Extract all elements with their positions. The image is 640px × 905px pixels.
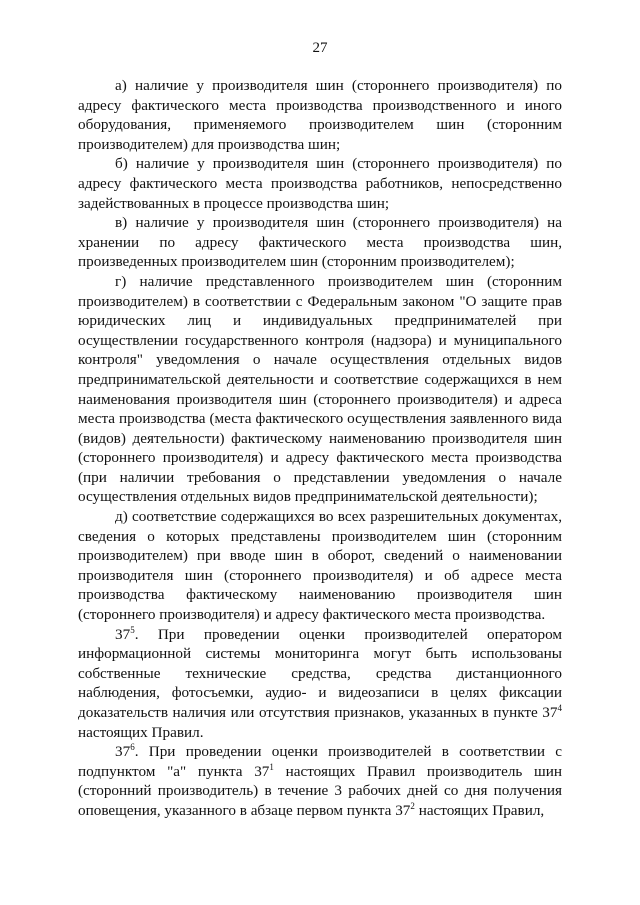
subitem-b: б) наличие у производителя шин (стороннего производителя) по адресу фактического места производства работников, непосредственно задействованных в процессе производства шин; (78, 155, 562, 212)
clause-text: настоящих Правил производитель шин (сторонний производитель) в течение 3 рабочих дней со дня получения оповещения, указанного в абзаце первом пункта 37 (78, 762, 562, 819)
clause-number: 37 (115, 625, 131, 643)
clause-superscript: 5 (130, 624, 135, 635)
clause-superscript: 6 (130, 742, 135, 753)
reference-superscript: 1 (269, 761, 274, 772)
subitem-v: в) наличие у производителя шин (стороннего производителя) на хранении по адресу фактического места производства шин, произведенных производителем шин (сторонним производителем); (78, 214, 562, 271)
page-number: 27 (312, 40, 328, 56)
subitem-a: а) наличие у производителя шин (стороннего производителя) по адресу фактического места производства производственного и иного оборудования, применяемого производителем шин (сторонним производителем) для производства шин; (78, 77, 562, 153)
reference-superscript: 4 (557, 703, 562, 713)
clause-37-6 (78, 742, 562, 820)
reference-superscript: 2 (410, 800, 415, 811)
subitem-g: г) наличие представленного производителем шин (сторонним производителем) в соответствии с Федеральным законом "О защите прав юридических лиц и индивидуальных предпринимателей при осуществлении государственного контроля (надзора) и муниципального контроля" уведомления о начале осуществления отдельных видов предпринимательской деятельности и соответствие содержащихся в нем наименования производителя шин (стороннего производителя) и адреса места производства (места фактического осуществления заявленного вида (видов) деятельности) фактическому наименованию производителя шин (стороннего производителя) и адресу фактического места производства (при наличии требования о представлении уведомления о начале осуществления отдельных видов предпринимательской деятельности); (78, 272, 562, 506)
clause-text-tail: настоящих Правил, (414, 801, 545, 819)
clause-text: . При проведении оценки производителей оператором информационной системы мониторинга могут быть использованы собственные технические средства, средства дистанционного наблюдения, фотосъемки, аудио- и видеозаписи в целях фиксации доказательств наличия или отсутствия признаков, указанных в пункте 37 (78, 625, 562, 721)
clause-number: 37 (115, 743, 131, 761)
subitem-d: д) соответствие содержащихся во всех разрешительных документах, сведения о которых представлены производителем шин (сторонним производителем) при вводе шин в оборот, сведений о наименовании производителя шин (стороннего производителя) и об адресе места производства фактическому наименованию производителя шин (стороннего производителя) и адресу фактического места производства. (78, 508, 562, 624)
clause-37-5 (78, 625, 562, 743)
clause-text: . При проведении оценки производителей в соответствии с подпунктом "а" пункта 37 (78, 743, 562, 780)
clause-text-tail: настоящих Правил. (78, 723, 204, 741)
document-body (78, 76, 562, 821)
